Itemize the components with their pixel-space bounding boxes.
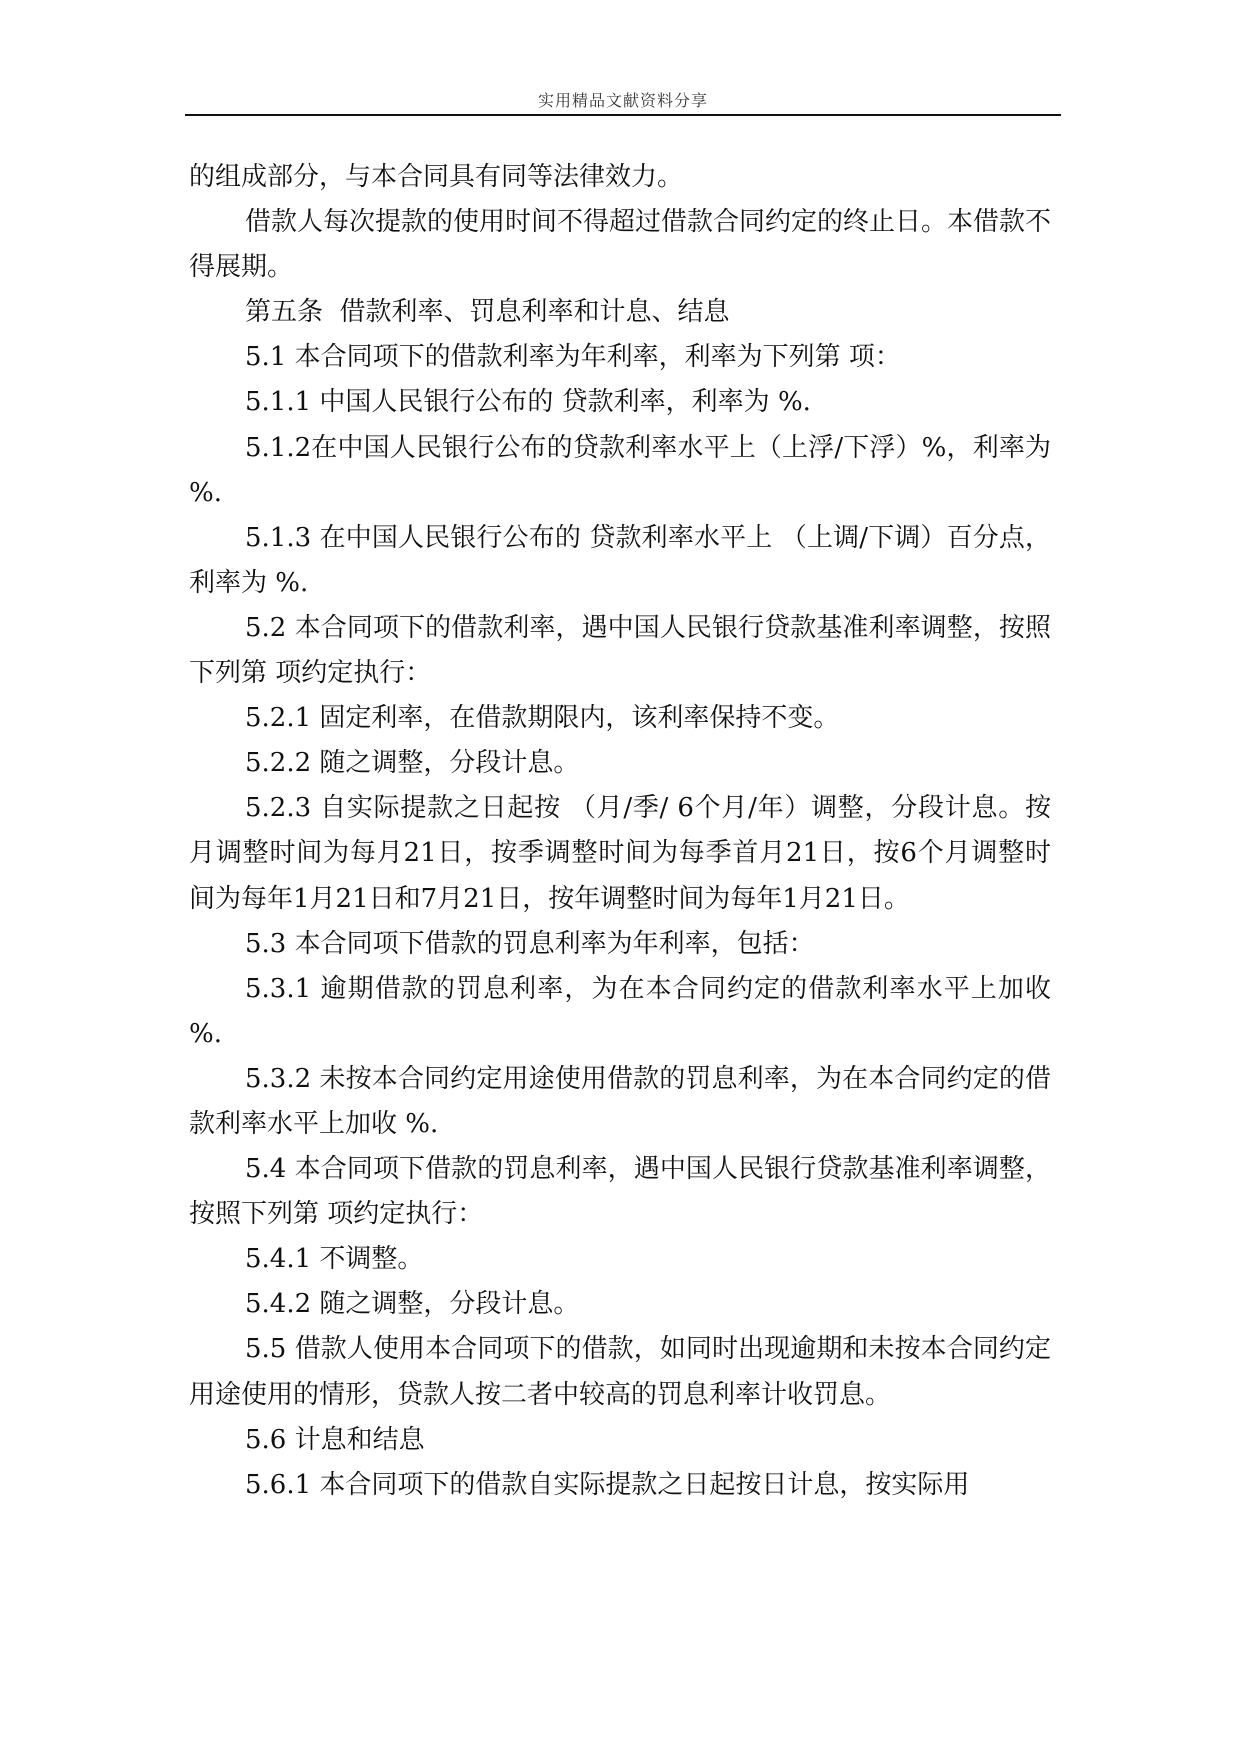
clause: 5.6 计息和结息 — [245, 1424, 425, 1455]
clause: 5.2.3 自实际提款之日起按 （月/季/ 6个月/年）调整，分段计息。按月调整时间为每月21日，按季调整时间为每季首月21日，按6个月调整时间为每年1月21日和7月21日，按年调整时间为每年1月21日。 — [189, 793, 1051, 914]
page-header-title: 实用精品文献资料分享 — [537, 91, 708, 110]
section-heading: 第五条 借款利率、罚息利率和计息、结息 — [245, 297, 730, 328]
clause: 5.4.2 随之调整，分段计息。 — [245, 1289, 580, 1320]
clause: 5.5 借款人使用本合同项下的借款，如同时出现逾期和未按本合同约定用途使用的情形，贷款人按二者中较高的罚息利率计收罚息。 — [189, 1334, 1051, 1410]
clause: 5.3.1 逾期借款的罚息利率，为在本合同约定的借款利率水平上加收 %. — [189, 973, 1060, 1049]
clause: 5.6.1 本合同项下的借款自实际提款之日起按日计息，按实际用 — [245, 1469, 970, 1500]
clause: 5.1 本合同项下的借款利率为年利率，利率为下列第 项： — [245, 342, 901, 373]
clause: 5.4 本合同项下借款的罚息利率，遇中国人民银行贷款基准利率调整，按照下列第 项约定执行： — [189, 1154, 1051, 1230]
clause: 5.1.1 中国人民银行公布的 贷款利率，利率为 %. — [245, 387, 811, 418]
paragraph: 借款人每次提款的使用时间不得超过借款合同约定的终止日。本借款不得展期。 — [189, 207, 1052, 283]
clause: 5.2 本合同项下的借款利率，遇中国人民银行贷款基准利率调整，按照下列第 项约定执行： — [189, 612, 1051, 689]
clause: 5.1.3 在中国人民银行公布的 贷款利率水平上 （上调/下调）百分点，利率为 %. — [189, 522, 1051, 598]
clause: 5.3 本合同项下借款的罚息利率为年利率，包括： — [245, 928, 815, 959]
clause: 5.1.2在中国人民银行公布的贷款利率水平上（上浮/下浮）%，利率为 %. — [189, 432, 1060, 508]
clause: 5.2.2 随之调整，分段计息。 — [245, 748, 580, 779]
clause: 5.4.1 不调整。 — [245, 1244, 424, 1275]
clause: 5.2.1 固定利率，在借款期限内，该利率保持不变。 — [245, 703, 840, 734]
paragraph: 的组成部分，与本合同具有同等法律效力。 — [189, 162, 684, 192]
document-body — [189, 155, 1060, 1508]
header-divider — [185, 114, 1061, 116]
clause: 5.3.2 未按本合同约定用途使用借款的罚息利率，为在本合同约定的借款利率水平上加收 %. — [189, 1063, 1051, 1139]
